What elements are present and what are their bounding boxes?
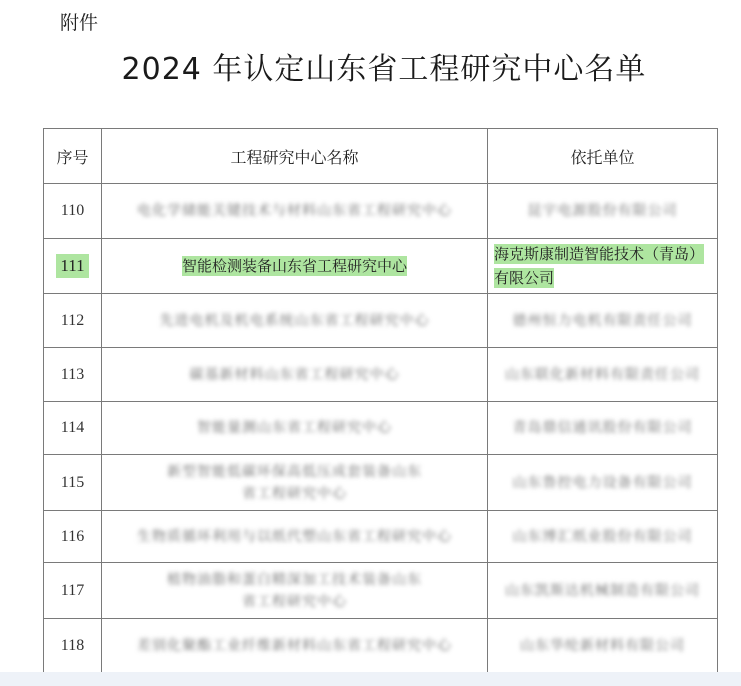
row-serial: 116	[44, 511, 102, 563]
row-center-name	[102, 402, 488, 455]
header-serial: 序号	[44, 129, 102, 184]
row-host-unit	[488, 619, 718, 673]
row-host-unit	[488, 294, 718, 348]
row-host-unit	[488, 348, 718, 402]
blurred-text: 碳基新材料山东省工程研究中心	[189, 366, 400, 383]
blurred-text: 山东联化新材料有限责任公司	[505, 366, 700, 383]
blurred-text: 新型智能低碳环保高低压成套装备山东省工程研究中心	[167, 463, 422, 502]
row-center-name	[102, 239, 488, 294]
row-center-name	[102, 619, 488, 673]
blurred-text: 山东博汇纸业股份有限公司	[512, 528, 693, 545]
blurred-text: 山东鲁控电力设备有限公司	[512, 474, 693, 491]
row-host-unit	[488, 455, 718, 511]
blurred-text: 生物质循环利用与以纸代塑山东省工程研究中心	[137, 528, 452, 545]
row-center-name	[102, 184, 488, 239]
table-row	[44, 294, 718, 348]
blurred-text: 德州恒力电机有限责任公司	[512, 312, 693, 329]
blurred-text: 先进电机及机电系统山东省工程研究中心	[159, 312, 430, 329]
row-serial: 110	[44, 184, 102, 239]
row-host-unit	[488, 563, 718, 619]
blurred-text: 昆宇电源股份有限公司	[527, 203, 678, 219]
header-host-unit: 依托单位	[488, 129, 718, 184]
row-serial: 114	[44, 402, 102, 455]
blurred-text: 电化学储能关键技术与材料山东省工程研究中心	[137, 203, 452, 219]
highlighted-serial: 111	[56, 254, 88, 278]
row-center-name	[102, 348, 488, 402]
blurred-text: 智能量测山东省工程研究中心	[197, 420, 392, 436]
row-host-unit	[488, 511, 718, 563]
row-serial: 115	[44, 455, 102, 511]
table-row	[44, 184, 718, 239]
row-serial: 112	[44, 294, 102, 348]
table-row-highlighted	[44, 239, 718, 294]
row-center-name	[102, 563, 488, 619]
row-center-name	[102, 294, 488, 348]
highlighted-host-unit: 海克斯康制造智能技术（青岛）有限公司	[494, 245, 705, 287]
table-row	[44, 348, 718, 402]
table-row	[44, 511, 718, 563]
row-center-name	[102, 511, 488, 563]
row-host-unit	[488, 402, 718, 455]
blurred-text: 差别化聚酯工业纤维新材料山东省工程研究中心	[137, 637, 452, 654]
row-serial: 118	[44, 619, 102, 673]
attachment-label: 附件	[60, 12, 99, 34]
row-serial: 113	[44, 348, 102, 402]
blurred-text: 植物油脂和蛋白精深加工技术装备山东省工程研究中心	[167, 571, 422, 610]
table-row	[44, 455, 718, 511]
document-title: 2024 年认定山东省工程研究中心名单	[121, 52, 647, 87]
blurred-text: 山东凯斯达机械制造有限公司	[505, 582, 700, 599]
blurred-text: 青岛鼎信通讯股份有限公司	[512, 420, 693, 436]
table-header-row	[44, 129, 718, 184]
row-serial	[44, 239, 102, 294]
row-center-name	[102, 455, 488, 511]
row-serial: 117	[44, 563, 102, 619]
table-row	[44, 402, 718, 455]
table-row	[44, 619, 718, 673]
table-row	[44, 563, 718, 619]
row-host-unit	[488, 239, 718, 294]
engineering-center-table	[43, 128, 718, 673]
viewer-bottom-strip	[0, 672, 741, 686]
highlighted-center-name: 智能检测装备山东省工程研究中心	[181, 257, 407, 275]
blurred-text: 山东华纶新材料有限公司	[520, 637, 685, 654]
header-center-name: 工程研究中心名称	[102, 129, 488, 184]
row-host-unit	[488, 184, 718, 239]
